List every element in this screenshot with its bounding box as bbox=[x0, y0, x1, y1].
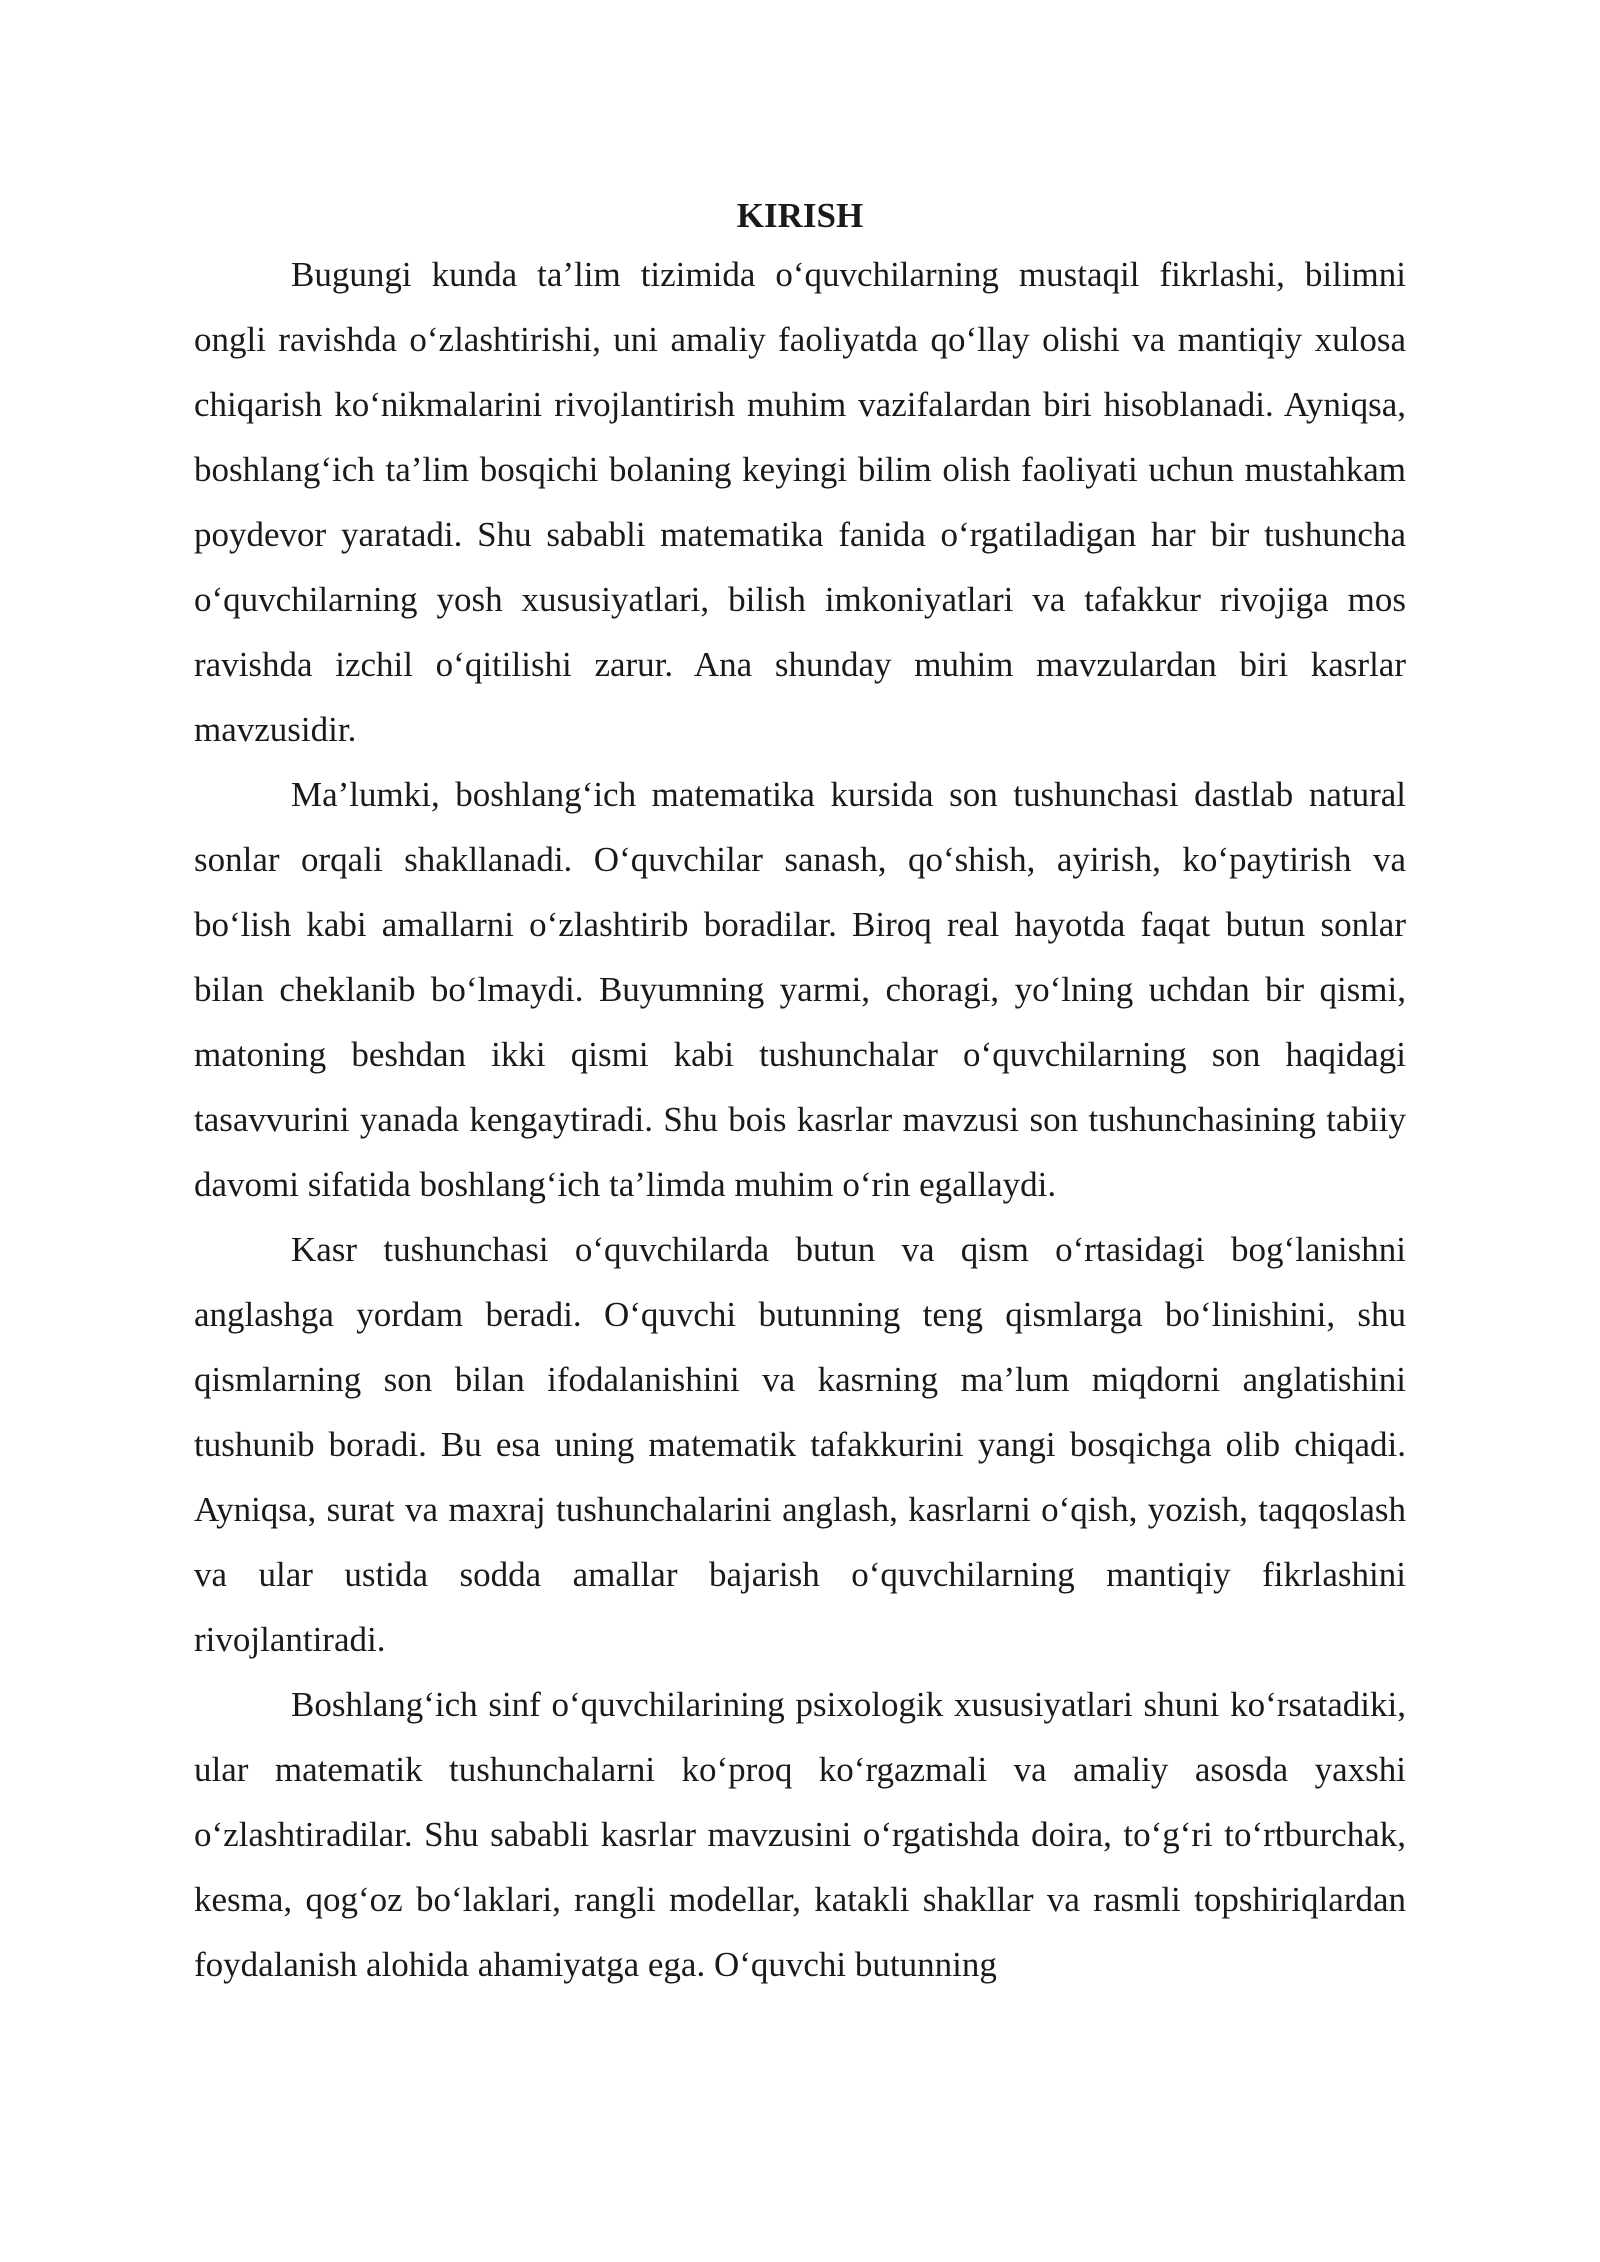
paragraph-4: Boshlang‘ich sinf o‘quvchilarining psixologik xususiyatlari shuni ko‘rsatadiki, ular matematik tushunchalarni ko‘proq ko‘rgazmali va amaliy asosda yaxshi o‘zlashtiradilar. Shu sababli kasrlar mavzusini o‘rgatishda doira, to‘g‘ri to‘rtburchak, kesma, qog‘oz bo‘laklari, rangli modellar, katakli shakllar va rasmli topshiriqlardan foydalanish alohida ahamiyatga ega. O‘quvchi butunning bbox=[194, 1685, 1406, 1984]
paragraph-2: Ma’lumki, boshlang‘ich matematika kursida son tushunchasi dastlab natural sonlar orqali shakllanadi. O‘quvchilar sanash, qo‘shish, ayirish, ko‘paytirish va bo‘lish kabi amallarni o‘zlashtirib boradilar. Biroq real hayotda faqat butun sonlar bilan cheklanib bo‘lmaydi. Buyumning yarmi, choragi, yo‘lning uchdan bir qismi, matoning beshdan ikki qismi kabi tushunchalar o‘quvchilarning son haqidagi tasavvurini yanada kengaytiradi. Shu bois kasrlar mavzusi son tushunchasining tabiiy davomi sifatida boshlang‘ich ta’limda muhim o‘rin egallaydi. bbox=[194, 775, 1406, 1204]
paragraph-1: Bugungi kunda ta’lim tizimida o‘quvchilarning mustaqil fikrlashi, bilimni ongli ravishda o‘zlashtirishi, uni amaliy faoliyatda qo‘llay olishi va mantiqiy xulosa chiqarish ko‘nikmalarini rivojlantirish muhim vazifalardan biri hisoblanadi. Ayniqsa, boshlang‘ich ta’lim bosqichi bolaning keyingi bilim olish faoliyati uchun mustahkam poydevor yaratadi. Shu sababli matematika fanida o‘rgatiladigan har bir tushuncha o‘quvchilarning yosh xususiyatlari, bilish imkoniyatlari va tafakkur rivojiga mos ravishda izchil o‘qitilishi zarur. Ana shunday muhim mavzulardan biri kasrlar mavzusidir. bbox=[194, 255, 1406, 749]
document-body bbox=[194, 190, 1406, 1997]
page-title: KIRISH bbox=[736, 196, 864, 235]
paragraph-3: Kasr tushunchasi o‘quvchilarda butun va qism o‘rtasidagi bog‘lanishni anglashga yordam beradi. O‘quvchi butunning teng qismlarga bo‘linishini, shu qismlarning son bilan ifodalanishini va kasrning ma’lum miqdorni anglatishini tushunib boradi. Bu esa uning matematik tafakkurini yangi bosqichga olib chiqadi. Ayniqsa, surat va maxraj tushunchalarini anglash, kasrlarni o‘qish, yozish, taqqoslash va ular ustida sodda amallar bajarish o‘quvchilarning mantiqiy fikrlashini rivojlantiradi. bbox=[194, 1230, 1406, 1659]
